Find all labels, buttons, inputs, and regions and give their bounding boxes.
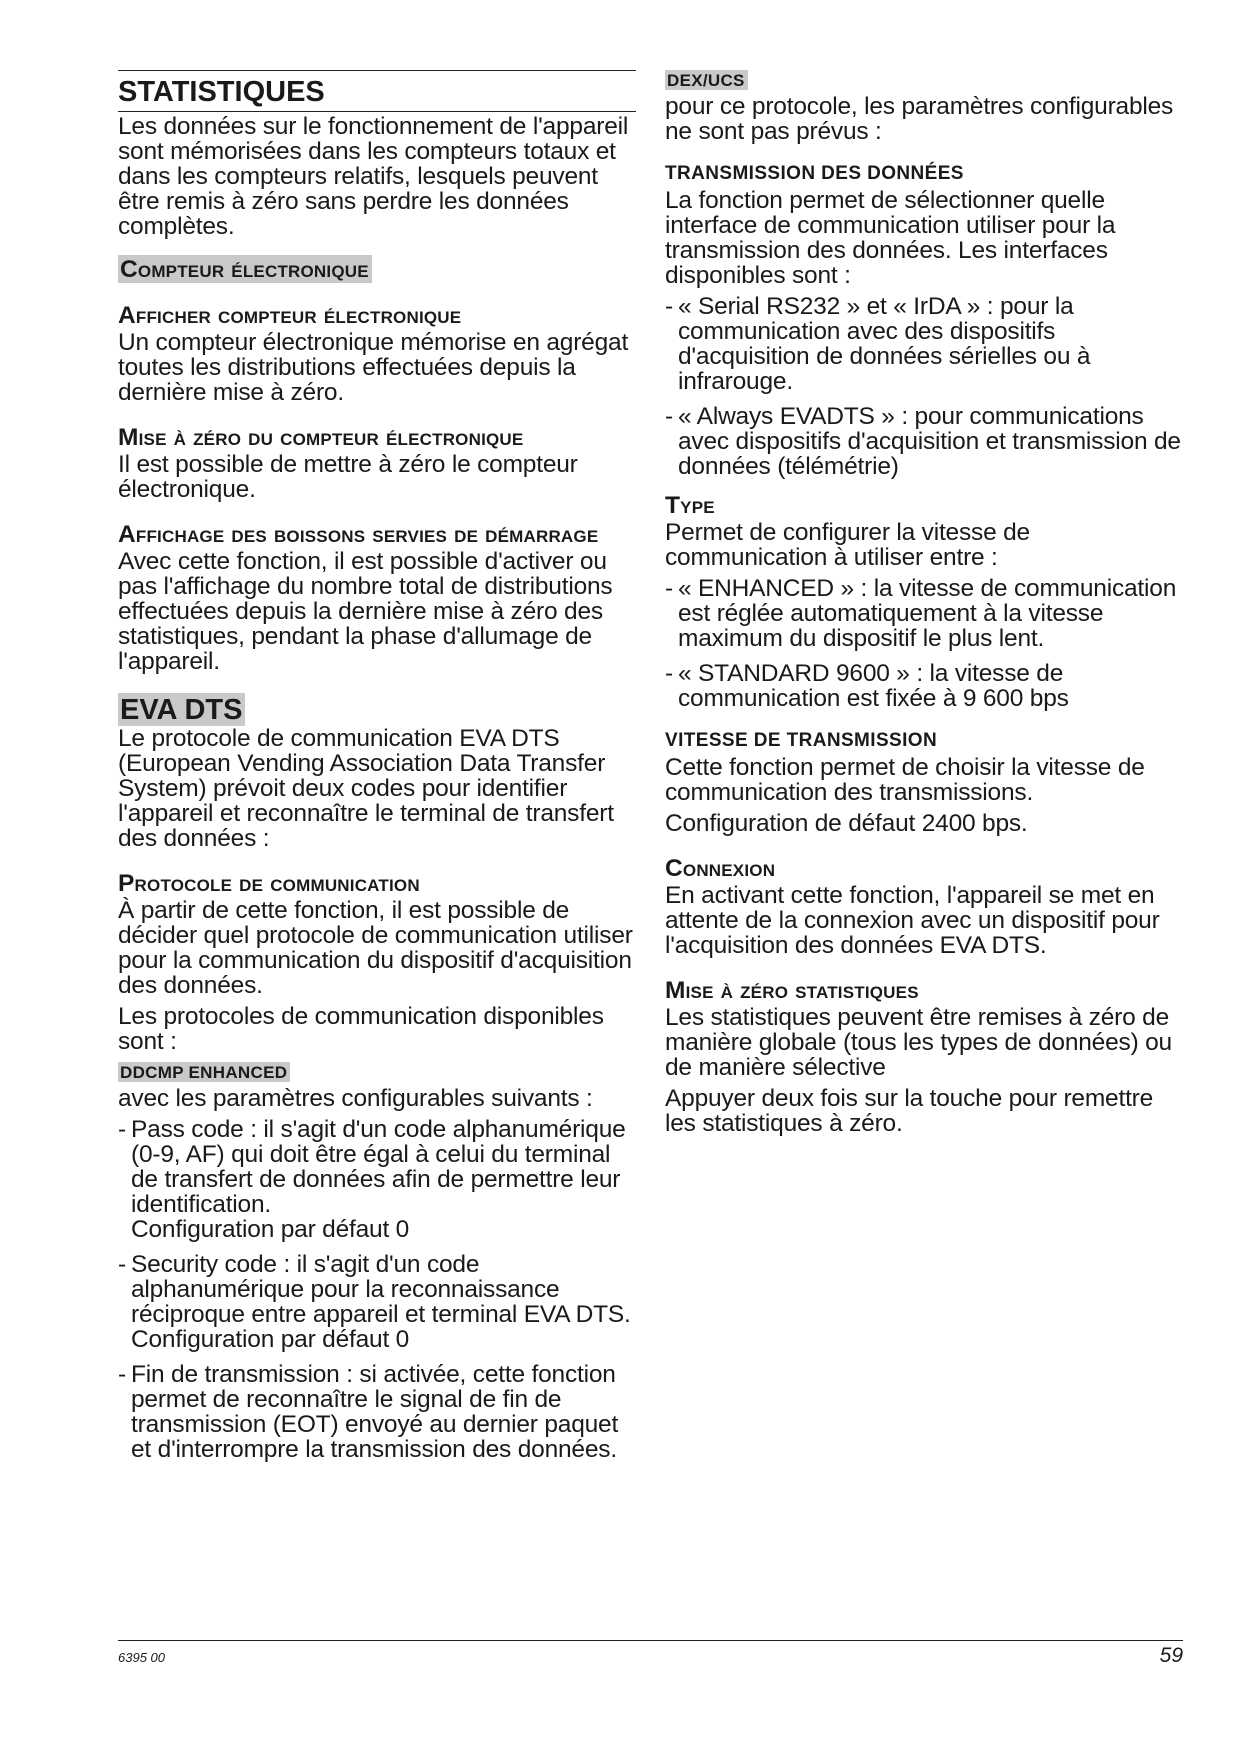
heading-connexion: Connexion <box>665 855 776 882</box>
heading-mise-a-zero-compteur: Mise à zéro du compteur électronique <box>118 424 524 451</box>
type-paragraph: Permet de configurer la vitesse de communication à utiliser entre : <box>665 519 1030 571</box>
protocole-paragraph-1: À partir de cette fonction, il est possible de décider quel protocole de communication utiliser pour la communication du dispositif d'acquisition des données. <box>118 897 633 999</box>
heading-afficher-compteur: Afficher compteur électronique <box>118 302 462 329</box>
list-item: - Pass code : il s'agit d'un code alphanumérique (0-9, AF) qui doit être égal à celui du terminal de transfert de données afin de permettre leur identification. Configuration par défaut 0 <box>118 1117 636 1242</box>
heading-ddcmp-enhanced <box>118 1062 636 1084</box>
list-item: - « STANDARD 9600 » : la vitesse de communication est fixée à 9 600 bps <box>665 661 1187 711</box>
raz-paragraph: Il est possible de mettre à zéro le compteur électronique. <box>118 451 578 503</box>
footer-divider <box>118 1640 1183 1641</box>
heading-eva-label: EVA DTS <box>118 693 245 726</box>
right-column <box>665 70 1187 1142</box>
section-title-statistiques: STATISTIQUES <box>118 70 636 112</box>
heading-mise-a-zero-statistiques: Mise à zéro statistiques <box>665 977 919 1004</box>
list-item: - « ENHANCED » : la vitesse de communication est réglée automatiquement à la vitesse maximum du dispositif le plus lent. <box>665 576 1187 651</box>
heading-vitesse-transmission: VITESSE DE TRANSMISSION <box>665 730 938 751</box>
heading-compteur-electronique <box>118 257 636 283</box>
heading-dex-ucs <box>665 70 1187 92</box>
left-column <box>118 70 636 1472</box>
intro-paragraph: Les données sur le fonctionnement de l'appareil sont mémorisées dans les compteurs totaux et dans les compteurs relatifs, lesquels peuvent être remis à zéro sans perdre les données complètes. <box>118 113 629 240</box>
afficher-paragraph: Un compteur électronique mémorise en agrégat toutes les distributions effectuées depuis la dernière mise à zéro. <box>118 329 629 406</box>
document-code: 6395 00 <box>118 1650 165 1665</box>
type-speed-list <box>665 576 1187 711</box>
heading-eva-dts <box>118 694 636 726</box>
transmission-paragraph: La fonction permet de sélectionner quelle interface de communication utiliser pour la transmission des données. Les interfaces disponibles sont : <box>665 187 1116 289</box>
connexion-paragraph: En activant cette fonction, l'appareil se met en attente de la connexion avec un dispositif pour l'acquisition des données EVA DTS. <box>665 882 1160 959</box>
raz-stats-paragraph-1: Les statistiques peuvent être remises à zéro de manière globale (tous les types de données) ou de manière sélective <box>665 1004 1172 1081</box>
transmission-interface-list <box>665 294 1187 479</box>
list-item: - Fin de transmission : si activée, cette fonction permet de reconnaître le signal de fin de transmission (EOT) envoyé au dernier paquet et d'interrompre la transmission des données. <box>118 1362 636 1462</box>
raz-stats-paragraph-2: Appuyer deux fois sur la touche pour remettre les statistiques à zéro. <box>665 1085 1154 1137</box>
page-number: 59 <box>1159 1644 1183 1667</box>
heading-transmission-donnees: TRANSMISSION DES DONNÉES <box>665 163 964 184</box>
heading-dex-label: DEX/UCS <box>665 70 748 90</box>
heading-type: Type <box>665 492 715 519</box>
list-item: - « Always EVADTS » : pour communications avec dispositifs d'acquisition et transmission de données (télémétrie) <box>665 404 1187 479</box>
vitesse-paragraph-1: Cette fonction permet de choisir la vitesse de communication des transmissions. <box>665 754 1145 806</box>
vitesse-paragraph-2: Configuration de défaut 2400 bps. <box>665 810 1028 837</box>
heading-ddcmp-label: DDCMP ENHANCED <box>118 1062 290 1082</box>
ddcmp-parameter-list <box>118 1117 636 1462</box>
eva-paragraph: Le protocole de communication EVA DTS (European Vending Association Data Transfer System) prévoit deux codes pour identifier l'appareil et reconnaître le terminal de transfert des données : <box>118 725 614 852</box>
protocole-paragraph-2: Les protocoles de communication disponibles sont : <box>118 1003 604 1055</box>
heading-affichage-boissons: Affichage des boissons servies de démarrage <box>118 521 599 548</box>
list-item: - Security code : il s'agit d'un code alphanumérique pour la reconnaissance réciproque entre appareil et terminal EVA DTS. Configuration par défaut 0 <box>118 1252 636 1352</box>
heading-protocole-communication: Protocole de communication <box>118 870 420 897</box>
heading-compteur-label: Compteur électronique <box>118 255 372 283</box>
ddcmp-paragraph: avec les paramètres configurables suivants : <box>118 1085 593 1112</box>
boissons-paragraph: Avec cette fonction, il est possible d'activer ou pas l'affichage du nombre total de distributions effectuées depuis la dernière mise à zéro des statistiques, pendant la phase d'allumage de l'appareil. <box>118 548 613 675</box>
dex-paragraph: pour ce protocole, les paramètres configurables ne sont pas prévus : <box>665 93 1174 145</box>
list-item: - « Serial RS232 » et « IrDA » : pour la communication avec des dispositifs d'acquisition de données sérielles ou à infrarouge. <box>665 294 1187 394</box>
